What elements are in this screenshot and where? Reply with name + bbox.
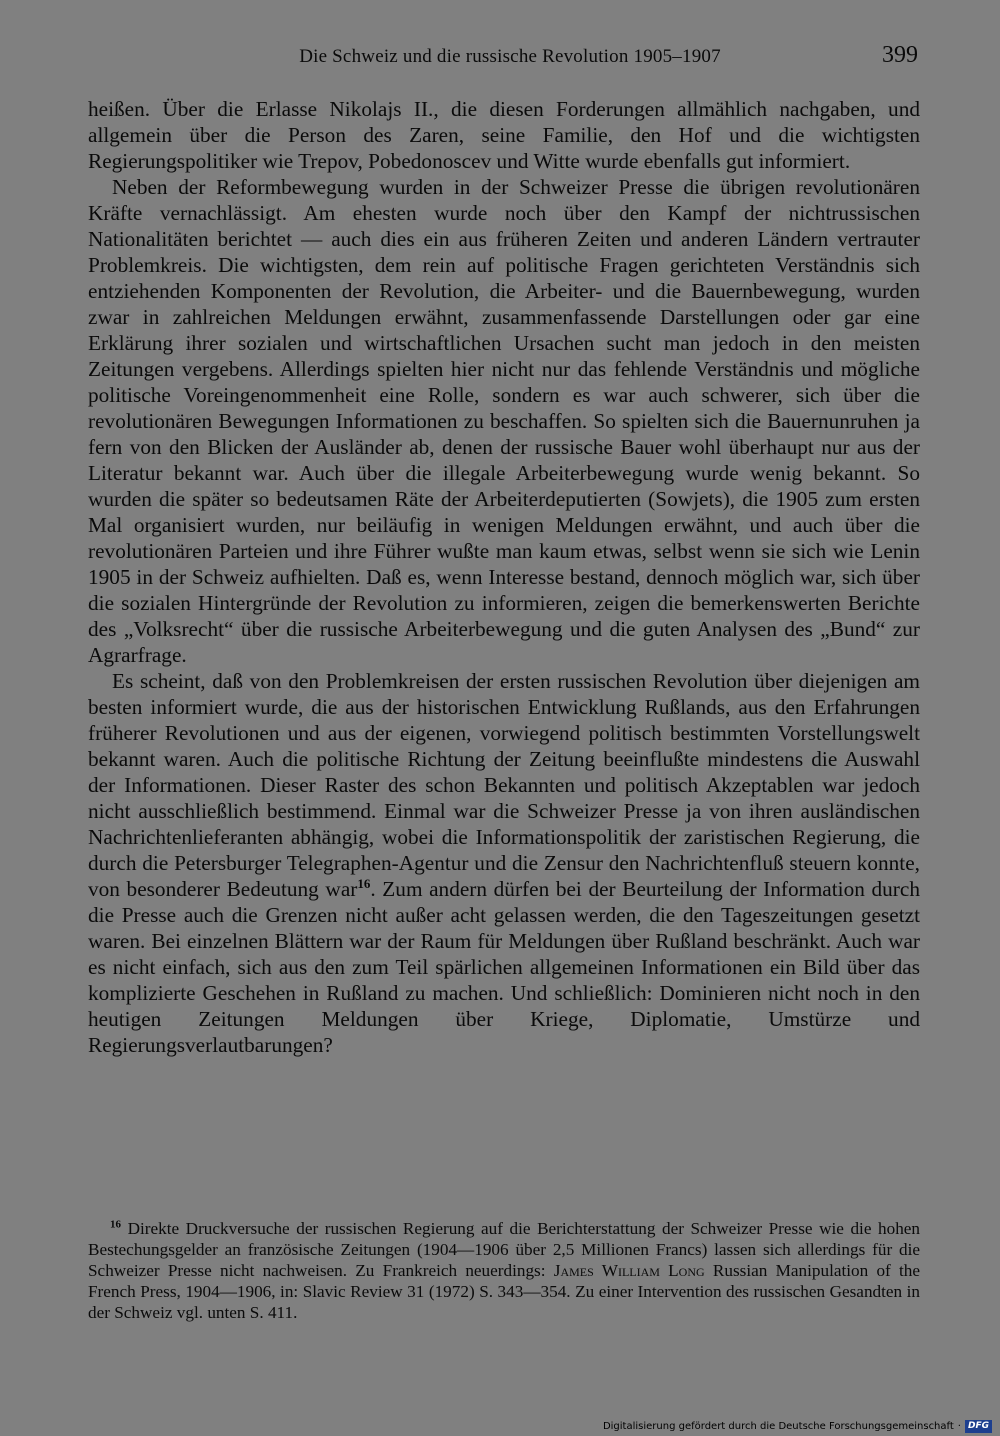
body-text bbox=[88, 96, 920, 1058]
page-number: 399 bbox=[882, 42, 918, 68]
footnote-author: James William Long bbox=[553, 1261, 705, 1280]
paragraph-1: heißen. Über die Erlasse Nikolajs II., die diesen Forderungen allmählich nachgaben, und allgemein über die Person des Zaren, seine Familie, den Hof und die wichtigsten Regierungspolitiker wie Trepov, Pobedonoscev und Witte wurde ebenfalls gut informiert. bbox=[88, 97, 920, 173]
running-title: Die Schweiz und die russische Revolution 1905–1907 bbox=[299, 46, 721, 67]
footnote-text-a: Direkte Druckversuche der russischen Regierung auf die Berichterstattung der Schweizer Presse wie die hohen Bestechungsgelder an französische Zeitungen (1904—1906 über 2,5 Millionen Francs) lassen sich allerdings für die Schweizer Presse nicht nachweisen. Zu Frankreich neuerdings: bbox=[88, 1219, 921, 1280]
footnote-text-b: Russian Manipulation of the French Press, 1904—1906, in: Slavic Review 31 (1972) S. 343—354. Zu einer Intervention des russischen Gesandten in der Schweiz vgl. unten S. 411. bbox=[88, 1261, 921, 1322]
funding-notice bbox=[603, 1418, 992, 1434]
dfg-logo-icon: DFG bbox=[965, 1420, 992, 1433]
funding-text: Digitalisierung gefördert durch die Deutsche Forschungsgemeinschaft bbox=[602, 1420, 954, 1432]
paragraph-2: Neben der Reformbewegung wurden in der Schweizer Presse die übrigen revolutionären Kräfte vernachlässigt. Am ehesten wurde noch über den Kampf der nichtrussischen Nationalitäten berichtet — auch dies ein aus früheren Zeiten und anderen Ländern vertrauter Problemkreis. Die wichtigsten, dem rein auf politische Fragen gerichteten Verständnis sich entziehenden Komponenten der Revolution, die Arbeiter- und die Bauernbewegung, wurden zwar in zahlreichen Meldungen erwähnt, zusammenfassende Darstellungen oder gar eine Erklärung ihrer sozialen und wirtschaftlichen Ursachen sucht man jedoch in den meisten Zeitungen vergebens. Allerdings spielten hier nicht nur das fehlende Verständnis und mögliche politische Voreingenommenheit eine Rolle, sondern es war auch schwerer, sich über die revolutionären Bewegungen Informationen zu beschaffen. So spielten sich die Bauernunruhen ja fern von den Blicken der Ausländer ab, denen der russische Bauer wohl überhaupt nur aus der Literatur bekannt war. Auch über die illegale Arbeiterbewegung wurde wenig bekannt. So wurden die später so bedeutsamen Räte der Arbeiterdeputierten (Sowjets), die 1905 zum ersten Mal organisiert wurden, nur beiläufig in wenigen Meldungen erwähnt, und auch über die revolutionären Parteien und ihre Führer wußte man kaum etwas, selbst wenn sie sich wie Lenin 1905 in der Schweiz aufhielten. Daß es, wenn Interesse bestand, dennoch möglich war, sich über die sozialen Hintergründe der Revolution zu informieren, zeigen die bemerkenswerten Berichte des „Volksrecht“ über die russische Arbeiterbewegung und die guten Analysen des „Bund“ zur Agrarfrage. bbox=[88, 175, 920, 667]
paragraph-3-part-b: . Zum andern dürfen bei der Beurteilung der Information durch die Presse auch die Grenzen nicht außer acht gelassen werden, die den Tageszeitungen gesetzt waren. Bei einzelnen Blättern war der Raum für Meldungen über Rußland beschränkt. Auch war es nicht einfach, sich aus den zum Teil spärlichen allgemeinen Informationen ein Bild über das komplizierte Geschehen in Rußland zu machen. Und schließlich: Dominieren nicht noch in den heutigen Zeitungen Meldungen über Kriege, Diplomatie, Umstürze und Regierungsverlautbarungen? bbox=[88, 877, 920, 1057]
footnote-number: 16 bbox=[110, 1218, 121, 1231]
footnote-reference-16: 16 bbox=[357, 875, 371, 891]
running-head bbox=[100, 42, 920, 76]
footnote-16 bbox=[88, 1218, 920, 1323]
funding-separator: · bbox=[957, 1420, 961, 1432]
footnotes bbox=[88, 1218, 920, 1323]
paragraph-3 bbox=[88, 668, 920, 1058]
paragraph-3-part-a: Es scheint, daß von den Problemkreisen der ersten russischen Revolution über diejenigen am besten informiert wurde, die aus der historischen Entwicklung Rußlands, aus den Erfahrungen früherer Revolutionen und aus der eigenen, vorwiegend politisch bestimmten Vorstellungswelt bekannt waren. Auch die politische Richtung der Zeitung beeinflußte mindestens die Auswahl der Informationen. Dieser Raster des schon Bekannten und politisch Akzeptablen war jedoch nicht ausschließlich bestimmend. Einmal war die Schweizer Presse ja von ihren ausländischen Nachrichtenlieferanten abhängig, wobei die Informationspolitik der zaristischen Regierung, die durch die Petersburger Telegraphen-Agentur und die Zensur den Nachrichtenfluß steuern konnte, von besonderer Bedeutung war bbox=[88, 669, 920, 901]
